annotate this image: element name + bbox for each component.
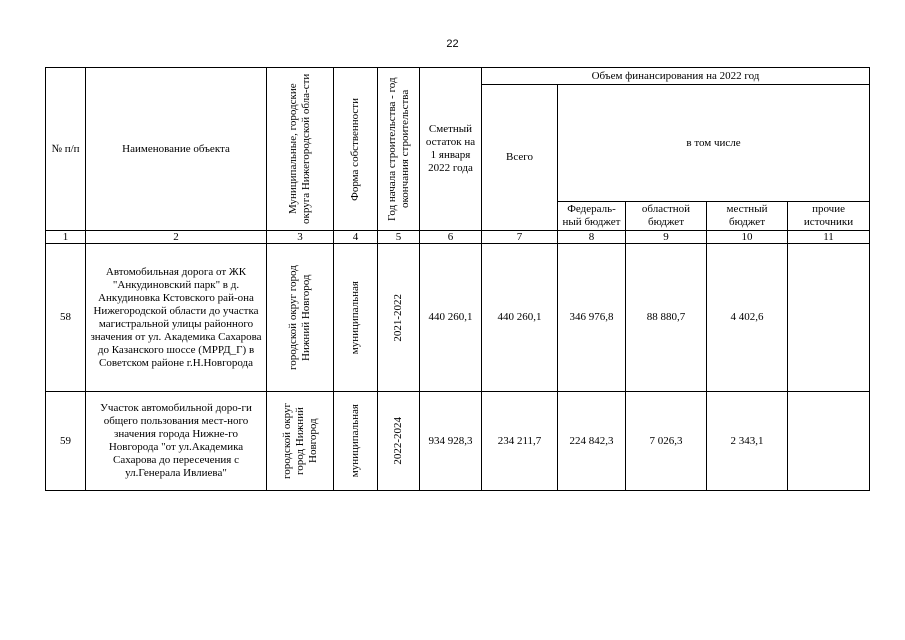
column-number: 1 (46, 231, 86, 244)
table-row (46, 392, 870, 491)
column-number: 4 (334, 231, 378, 244)
row-total: 234 211,7 (482, 392, 558, 491)
row-years-cell (378, 244, 420, 392)
header-ownership-cell (334, 68, 378, 231)
column-number: 2 (86, 231, 267, 244)
row-ownership-cell (334, 244, 378, 392)
row-remaining: 934 928,3 (420, 392, 482, 491)
row-years: 2021-2022 (392, 293, 404, 342)
row-ownership-cell (334, 392, 378, 491)
row-municipality: городской округ город Нижний Новгород (287, 265, 312, 370)
column-number: 5 (378, 231, 420, 244)
column-number: 10 (707, 231, 788, 244)
header-num: № п/п (46, 68, 86, 231)
row-years: 2022-2024 (392, 417, 404, 465)
table-row (46, 244, 870, 392)
row-municipality: городской округ город Нижний Новгород (280, 402, 319, 480)
row-num: 58 (46, 244, 86, 392)
column-number: 11 (788, 231, 870, 244)
header-ownership: Форма собственности (349, 97, 361, 201)
column-number: 7 (482, 231, 558, 244)
header-years: Год начала строительства - год окончания строительства (385, 77, 411, 221)
row-ownership: муниципальная (349, 404, 361, 478)
column-number: 6 (420, 231, 482, 244)
header-other: прочие источники (788, 202, 870, 231)
column-number-row (46, 231, 870, 244)
row-municipality-cell (267, 244, 334, 392)
row-federal: 224 842,3 (558, 392, 626, 491)
header-row-1 (46, 68, 870, 85)
row-years-cell (378, 392, 420, 491)
header-name: Наименование объекта (86, 68, 267, 231)
row-local: 2 343,1 (707, 392, 788, 491)
row-federal: 346 976,8 (558, 244, 626, 392)
header-total: Всего (482, 85, 558, 231)
row-other (788, 392, 870, 491)
row-regional: 7 026,3 (626, 392, 707, 491)
row-local: 4 402,6 (707, 244, 788, 392)
header-remaining: Сметный остаток на 1 января 2022 года (420, 68, 482, 231)
financing-table (45, 67, 870, 491)
row-total: 440 260,1 (482, 244, 558, 392)
column-number: 8 (558, 231, 626, 244)
column-number: 9 (626, 231, 707, 244)
page-number: 22 (446, 38, 459, 50)
header-including-group: в том числе (558, 85, 870, 202)
header-financing-group: Объем финансирования на 2022 год (482, 68, 870, 85)
row-object-name: Участок автомобильной доро-ги общего пользования мест-ного значения города Нижне-го Новгорода "от ул.Академика Сахарова до пересечения с ул.Генерала Ивлиева" (86, 392, 267, 491)
row-ownership: муниципальная (349, 280, 361, 355)
header-municipality-cell (267, 68, 334, 231)
row-object-name: Автомобильная дорога от ЖК "Анкудиновский парк" в д. Анкудиновка Кстовского рай-она Нижегородской области до участка магистральной улицы районного значения от ул. Академика Сахарова до Казанского шоссе (МРРД_Г) в Советском районе г.Н.Новгорода (86, 244, 267, 392)
row-other (788, 244, 870, 392)
header-federal: Федераль-ный бюджет (558, 202, 626, 231)
column-number: 3 (267, 231, 334, 244)
row-municipality-cell (267, 392, 334, 491)
header-local: местный бюджет (707, 202, 788, 231)
header-municipality: Муниципальные, городские округа Нижегородской обла-сти (287, 73, 312, 225)
row-regional: 88 880,7 (626, 244, 707, 392)
header-years-cell (378, 68, 420, 231)
header-regional: областной бюджет (626, 202, 707, 231)
row-num: 59 (46, 392, 86, 491)
row-remaining: 440 260,1 (420, 244, 482, 392)
